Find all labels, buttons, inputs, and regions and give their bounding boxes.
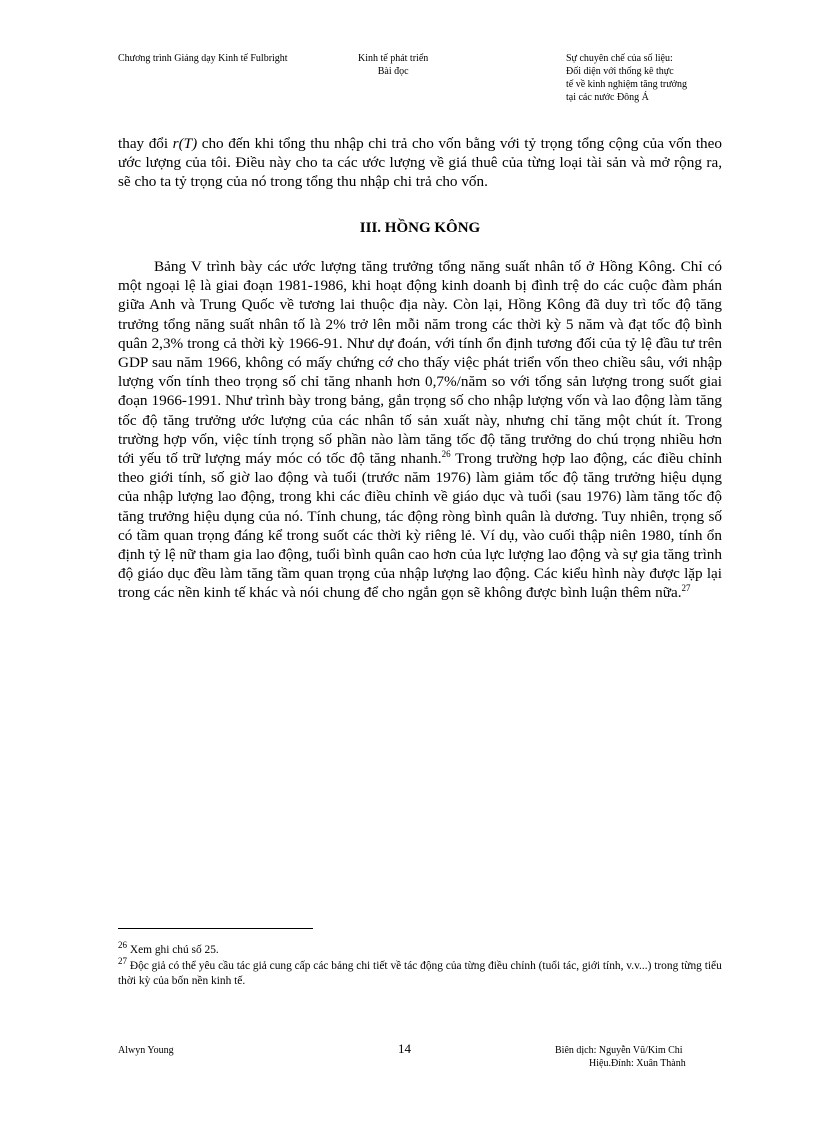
header-course-subtitle: Bài đọc (377, 66, 409, 77)
footnote-text: Độc giả có thể yêu cầu tác giả cung cấp các bảng chi tiết về tác động của từng điều chỉnh (tuổi tác, giới tính, v.v...) trong từng tiểu thời kỳ của bốn nền kinh tế. (118, 959, 722, 988)
header-reading-title (566, 52, 687, 104)
paragraph-text-part1: Bảng V trình bày các ước lượng tăng trưởng tổng năng suất nhân tố ở Hồng Kông. Chỉ có một ngoại lệ là giai đoạn 1981-1986, khi hoạt động kinh doanh bị đình trệ do các cuộc đàm phán giữa Anh và Trung Quốc về tương lai thuộc địa này. Còn lại, Hồng Kông đã duy trì tốc độ tăng trưởng tổng năng suất nhân tố là 2% trở lên mỗi năm trong các thời kỳ 5 năm và đạt tốc độ bình quân 2,3% trong cả thời kỳ 1966-91. Như dự đoán, với tính ổn định tương đối của tỷ lệ đầu tư trên GDP sau năm 1966, không có mấy chứng cớ cho thấy việc phát triển vốn theo chiều sâu, với nhập lượng vốn tính theo trọng số chỉ tăng nhanh hơn 0,7%/năm so với tổng sản lượng trong suốt giai đoạn 1966-1991. Như trình bày trong bảng, gắn trọng số cho nhập lượng vốn và lao động làm tăng tốc độ tăng trưởng ước lượng của các nhân tố sản xuất này, nhưng chỉ tăng một chút ít. Trong trường hợp vốn, việc tính trọng số phần nào làm tăng tốc độ tăng trưởng do chú trọng nhiều hơn tới yếu tố trữ lượng máy móc có tốc độ tăng nhanh. (118, 258, 722, 468)
footnote-ref-27[interactable]: 27 (681, 583, 691, 594)
header-reading-line: Đối diện với thống kê thực (566, 66, 674, 77)
header-reading-line: Sự chuyên chế của số liệu: (566, 53, 673, 64)
footnote-number: 27 (118, 955, 127, 966)
paragraph-text-part2: Trong trường hợp lao động, các điều chỉnh theo giới tính, số giờ lao động và tuổi (trước năm 1976) làm giảm tốc độ tăng trưởng hiệu dụng của nhập lượng lao động, trong khi các điều chỉnh về giáo dục và tuổi (sau 1976) làm tăng tốc độ tăng trưởng hiệu dụng của nó. Tính chung, tác động ròng bình quân là dương. Tuy nhiên, trọng số có tầm quan trọng đáng kể trong suốt các thời kỳ riêng lẻ. Ví dụ, vào cuối thập niên 1980, tính ổn định tỷ lệ nữ tham gia lao động, tuổi bình quân cao hơn của lực lượng lao động và sự gia tăng trình độ giáo dục đều làm tăng tầm quan trọng của nhập lượng lao động. Các kiểu hình này được lặp lại trong các nền kinh tế khác và nói chung để cho ngắn gọn sẽ không được bình luận thêm nữa. (118, 450, 723, 602)
header-course-title: Kinh tế phát triển (358, 53, 429, 64)
intro-text-before: thay đổi (118, 135, 173, 152)
footnote-text: Xem ghi chú số 25. (127, 944, 219, 956)
intro-formula: r(T) (172, 135, 198, 152)
header-reading-line: tế về kinh nghiệm tăng trưởng (566, 79, 687, 90)
intro-paragraph (118, 134, 722, 192)
footnote-item (118, 940, 722, 959)
footer-credits (555, 1044, 686, 1070)
footer-editor: Hiệu.Đính: Xuân Thành (589, 1058, 686, 1069)
header-course (358, 52, 428, 78)
header-program-name: Chương trình Giảng dạy Kinh tế Fulbright (118, 53, 288, 64)
footer-author: Alwyn Young (118, 1045, 174, 1056)
section-heading: III. HỒNG KÔNG (359, 220, 481, 236)
footnotes (118, 940, 722, 990)
body-paragraph (118, 257, 722, 603)
page-number: 14 (398, 1041, 411, 1056)
footer-translator: Biên dịch: Nguyễn Vũ/Kim Chi (555, 1045, 683, 1056)
footnote-item (118, 955, 722, 990)
footnote-separator (118, 928, 313, 929)
intro-text-after: cho đến khi tổng thu nhập chi trả cho vốn bằng với tỷ trọng tổng cộng của vốn theo ước lượng của tôi. Điều này cho ta các ước lượng về giá thuê của từng loại tài sản và mở rộng ra, sẽ cho ta tỷ trọng của nó trong tổng thu nhập chi trả cho vốn. (118, 135, 722, 191)
footnote-ref-26[interactable]: 26 (441, 448, 451, 459)
footnote-number: 26 (118, 940, 127, 951)
header-reading-line: tại các nước Đông Á (566, 92, 649, 103)
